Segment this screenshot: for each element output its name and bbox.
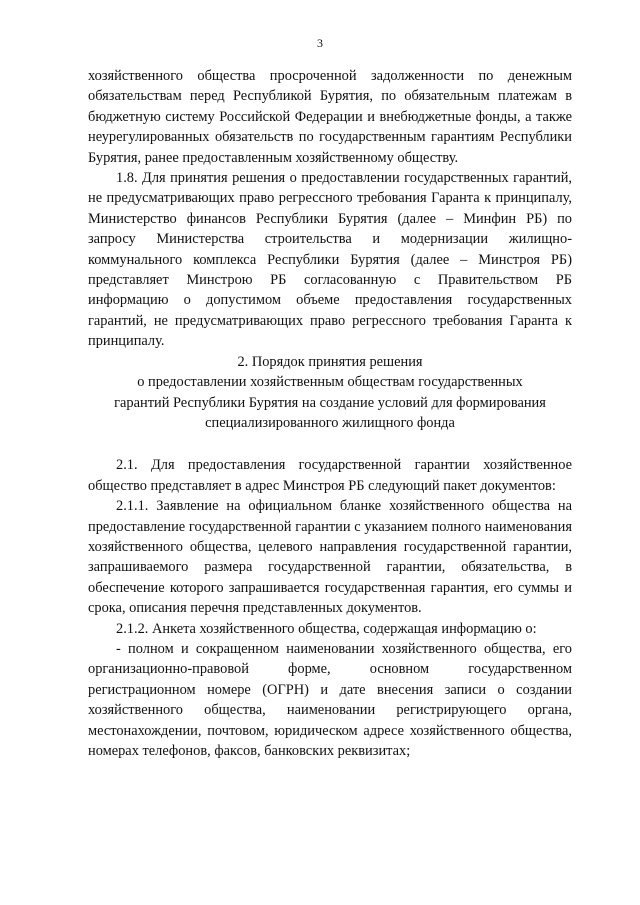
paragraph-continuation: хозяйственного общества просроченной задолженности по денежным обязательствам перед Республикой Бурятия, по обязательным платежам в бюджетную систему Российской Федерации и внебюджетные фонды, а также неурегулированных обязательств по государственным гарантиям Республики Бурятия, ранее предоставленным хозяйственному обществу. [88, 68, 572, 166]
spacer [88, 433, 572, 455]
paragraph-2-1-1: 2.1.1. Заявление на официальном бланке хозяйственного общества на предоставление государственной гарантии с указанием полного наименования хозяйственного общества, целевого направления государственной гарантии, запрашиваемого размера государственной гарантии, обязательства, в обеспечение которого запрашивается государственная гарантия, его суммы и срока, описания перечня представленных документов. [88, 498, 572, 617]
section-heading-line-1: 2. Порядок принятия решения [237, 353, 423, 370]
paragraph-1-8: 1.8. Для принятия решения о предоставлении государственных гарантий, не предусматривающих право регрессного требования Гаранта к принципалу, Министерство финансов Республики Бурятия (далее – Минфин РБ) по запросу Министерства строительства и модернизации жилищно-коммунального комплекса Республики Бурятия (далее – Минстроя РБ) представляет Минстрою РБ согласованную с Правительством РБ информацию о допустимом объеме предоставления государственных гарантий, не предусматривающих право регрессного требования Гаранта к принципалу. [88, 170, 572, 350]
section-heading-line-3: гарантий Республики Бурятия на создание условий для формирования [114, 394, 546, 411]
document-body [88, 66, 572, 761]
paragraph-2-1: 2.1. Для предоставления государственной гарантии хозяйственное общество представляет в адрес Минстроя РБ следующий пакет документов: [88, 457, 572, 494]
paragraph-2-1-2: 2.1.2. Анкета хозяйственного общества, содержащая информацию о: [116, 620, 537, 637]
section-heading-line-4: специализированного жилищного фонда [205, 414, 455, 431]
page-number: 3 [317, 36, 323, 50]
section-heading [88, 352, 572, 434]
paragraph-list-item: - полном и сокращенном наименовании хозяйственного общества, его организационно-правовой форме, основном государственном регистрационном номере (ОГРН) и дате внесения записи о создании хозяйственного общества, наименовании регистрирующего органа, местонахождении, почтовом, юридическом адресе хозяйственного общества, номерах телефонов, факсов, банковских реквизитах; [88, 640, 572, 759]
section-heading-line-2: о предоставлении хозяйственным обществам государственных [137, 374, 523, 391]
